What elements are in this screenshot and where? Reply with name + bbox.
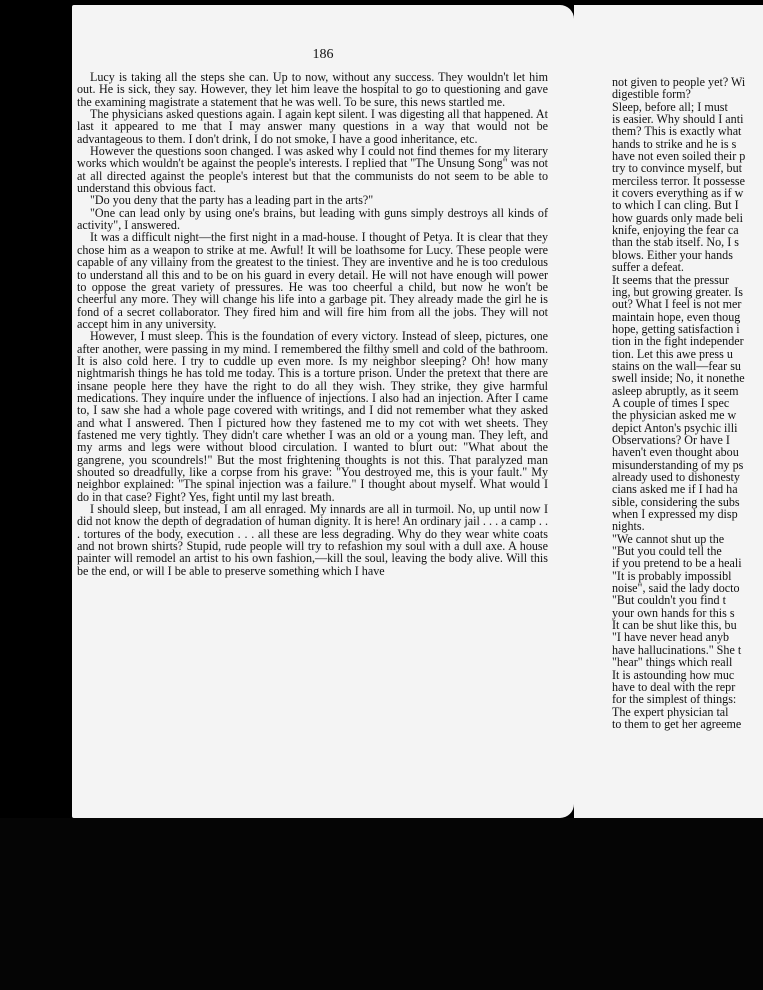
text-line: knife, enjoying the fear ca — [612, 223, 739, 238]
text-line: try to convince myself, but — [612, 161, 742, 176]
text-line: it covers everything as if w — [612, 186, 744, 201]
text-line: cians asked me if I had ha — [612, 482, 738, 497]
text-line: swell inside; No, it nonethe — [612, 371, 745, 386]
text-line: not given to people yet? Wi — [612, 75, 746, 89]
paragraph: However the questions soon changed. I was asked why I could not find themes for my literary works which wouldn't be against the people's interests. I replied that "The Unsung Song" was not at all directed against the people's interest but that the communists do not seem to be able to understand this obvious fact. — [77, 144, 548, 196]
scan-background — [0, 818, 763, 990]
text-line: haven't even thought abou — [612, 445, 739, 460]
text-line: digestible form? — [612, 87, 691, 102]
text-line: noise", said the lady docto — [612, 581, 740, 596]
text-line: nights. — [612, 519, 645, 534]
text-line: merciless terror. It possesse — [612, 173, 745, 188]
text-line: suffer a defeat. — [612, 260, 684, 275]
text-line: to them to get her agreeme — [612, 716, 742, 731]
text-line: maintain hope, even thoug — [612, 309, 741, 324]
text-line: Sleep, before all; I must — [612, 99, 728, 114]
text-line: The expert physician tal — [612, 704, 729, 719]
text-line: your own hands for this s — [612, 605, 735, 620]
left-page-body — [77, 71, 548, 577]
text-line: hope, getting satisfaction i — [612, 321, 740, 336]
text-line: have hallucinations." She t — [612, 642, 742, 657]
text-line: how guards only made beli — [612, 210, 743, 225]
text-line: "I have never head anyb — [612, 630, 730, 645]
paragraph: It was a difficult night—the first night in a mad-house. I thought of Petya. It is clear that they chose him as a weapon to strike at me. Awful! It will be loathsome for Lucy. These people were capable of any villainy from the greatest to the tiniest. They are inventive and he is too credulous to understand all this and to be on his guard in every detail. He will not have enough will power to oppose the great variety of pressures. He was too cheerful a child, but now he won't be cheerful any more. They will change his life into a garbage pit. They already made the girl he is fond of a secret collaborator. They fired him and will fire him from all the jobs. They will not accept him in any university. — [77, 230, 548, 331]
text-line: to which I can cling. But I — [612, 198, 739, 213]
text-line: than the stab itself. No, I s — [612, 235, 739, 250]
paragraph: Lucy is taking all the steps she can. Up to now, without any success. They wouldn't let him out. He is sick, they say. However, they let him leave the hospital to go to questioning and gave the examining magistrate a statement that he was well. To be sure, this news startled me. — [77, 70, 548, 109]
paragraph: "One can lead only by using one's brains, but leading with guns simply destroys all kinds of activity", I answered. — [77, 205, 548, 233]
text-line: have not even soiled their p — [612, 149, 746, 164]
text-line: It seems that the pressur — [612, 272, 729, 287]
text-line: if you pretend to be a heali — [612, 556, 742, 571]
text-line: tion. Let this awe press u — [612, 346, 733, 361]
text-line: is easier. Why should I anti — [612, 112, 744, 127]
right-page-body — [612, 76, 763, 730]
text-line: misunderstanding of my ps — [612, 457, 744, 472]
text-line: the physician asked me w — [612, 408, 737, 423]
text-line: hands to strike and he is s — [612, 136, 737, 151]
paragraph: I should sleep, but instead, I am all enraged. My innards are all in turmoil. No, up until now I did not know the depth of degradation of human dignity. It is here! An ordinary jail . . . a camp . . . tortures of the body, execution . . . all these are less degrading. Why do they wear white coats and not brown shirts? Stupid, rude people will try to refashion my soul with a dull axe. A house painter will remodel an artist to his own fashion,—kill the soul, leaving the body alive. Will this be the end, or will I be able to preserve something which I have — [77, 502, 548, 578]
text-line: when I expressed my disp — [612, 507, 738, 522]
text-line: It is astounding how muc — [612, 667, 735, 682]
text-line: depict Anton's psychic illi — [612, 420, 738, 435]
text-line: "hear" things which reall — [612, 655, 733, 670]
text-line: tion in the fight independer — [612, 334, 744, 349]
text-line: It can be shut like this, bu — [612, 618, 737, 633]
text-line: for the simplest of things: — [612, 692, 737, 707]
page-number: 186 — [312, 47, 334, 62]
text-line: A couple of times I spec — [612, 395, 730, 410]
text-line: already used to dishonesty — [612, 470, 740, 484]
text-line: asleep abruptly, as it seem — [612, 383, 739, 398]
right-page-clip — [574, 5, 763, 818]
text-line: "We cannot shut up the — [612, 531, 725, 546]
text-line: Observations? Or have I — [612, 432, 730, 447]
text-line: ing, but growing greater. Is — [612, 284, 743, 299]
text-line: sible, considering the subs — [612, 494, 740, 509]
text-line: have to deal with the repr — [612, 679, 736, 694]
text-line: "But you could tell the — [612, 544, 722, 559]
text-line: stains on the wall—fear su — [612, 358, 741, 373]
paragraph: The physicians asked questions again. I again kept silent. I was digesting all that happened. At last it appeared to me that I may answer many questions in a way that would not be advantageous to them. I don't drink, I do not smoke, I have a good inheritance, etc. — [77, 107, 548, 146]
text-line: blows. Either your hands — [612, 247, 733, 262]
paragraph: "Do you deny that the party has a leading part in the arts?" — [90, 193, 374, 208]
text-line: "But couldn't you find t — [612, 593, 726, 608]
text-line: out? What I feel is not mer — [612, 297, 742, 312]
text-line: "It is probably impossibl — [612, 568, 732, 583]
text-line: them? This is exactly what — [612, 124, 742, 139]
paragraph: However, I must sleep. This is the foundation of every victory. Instead of sleep, pictures, one after another, were passing in my mind. I remembered the filthy smell and cold of the bathroom. It is also cold here. I try to cuddle up even more. Is my neighbor sleeping? Oh! how many nightmarish things he has told me today. This is a torture prison. Under the pretext that there are insane people here they have the right to do all they wish. They strike, they give harmful medications. They inquire under the influence of injections. I also had an injection. After I came to, I saw she had a whole page covered with writings, and I did not remember what they asked and what I answered. Then I pictured how they fastened me to my cot with wet sheets. They fastened me very tightly. They didn't care whether I was an old or a young man. They left, and my arms and legs were without blood circulation. I wanted to blurt out: "What about the gangrene, you scoundrels!" But the most frightening thoughts is not this. That paralyzed man shouted so dreadfully, like a corpse from his grave: "You destroyed me, this is your fault." My neighbor explained: "The spinal injection was a failure." I thought about myself. What would I do in that case? Fight? Yes, fight until my last breath. — [77, 329, 548, 504]
